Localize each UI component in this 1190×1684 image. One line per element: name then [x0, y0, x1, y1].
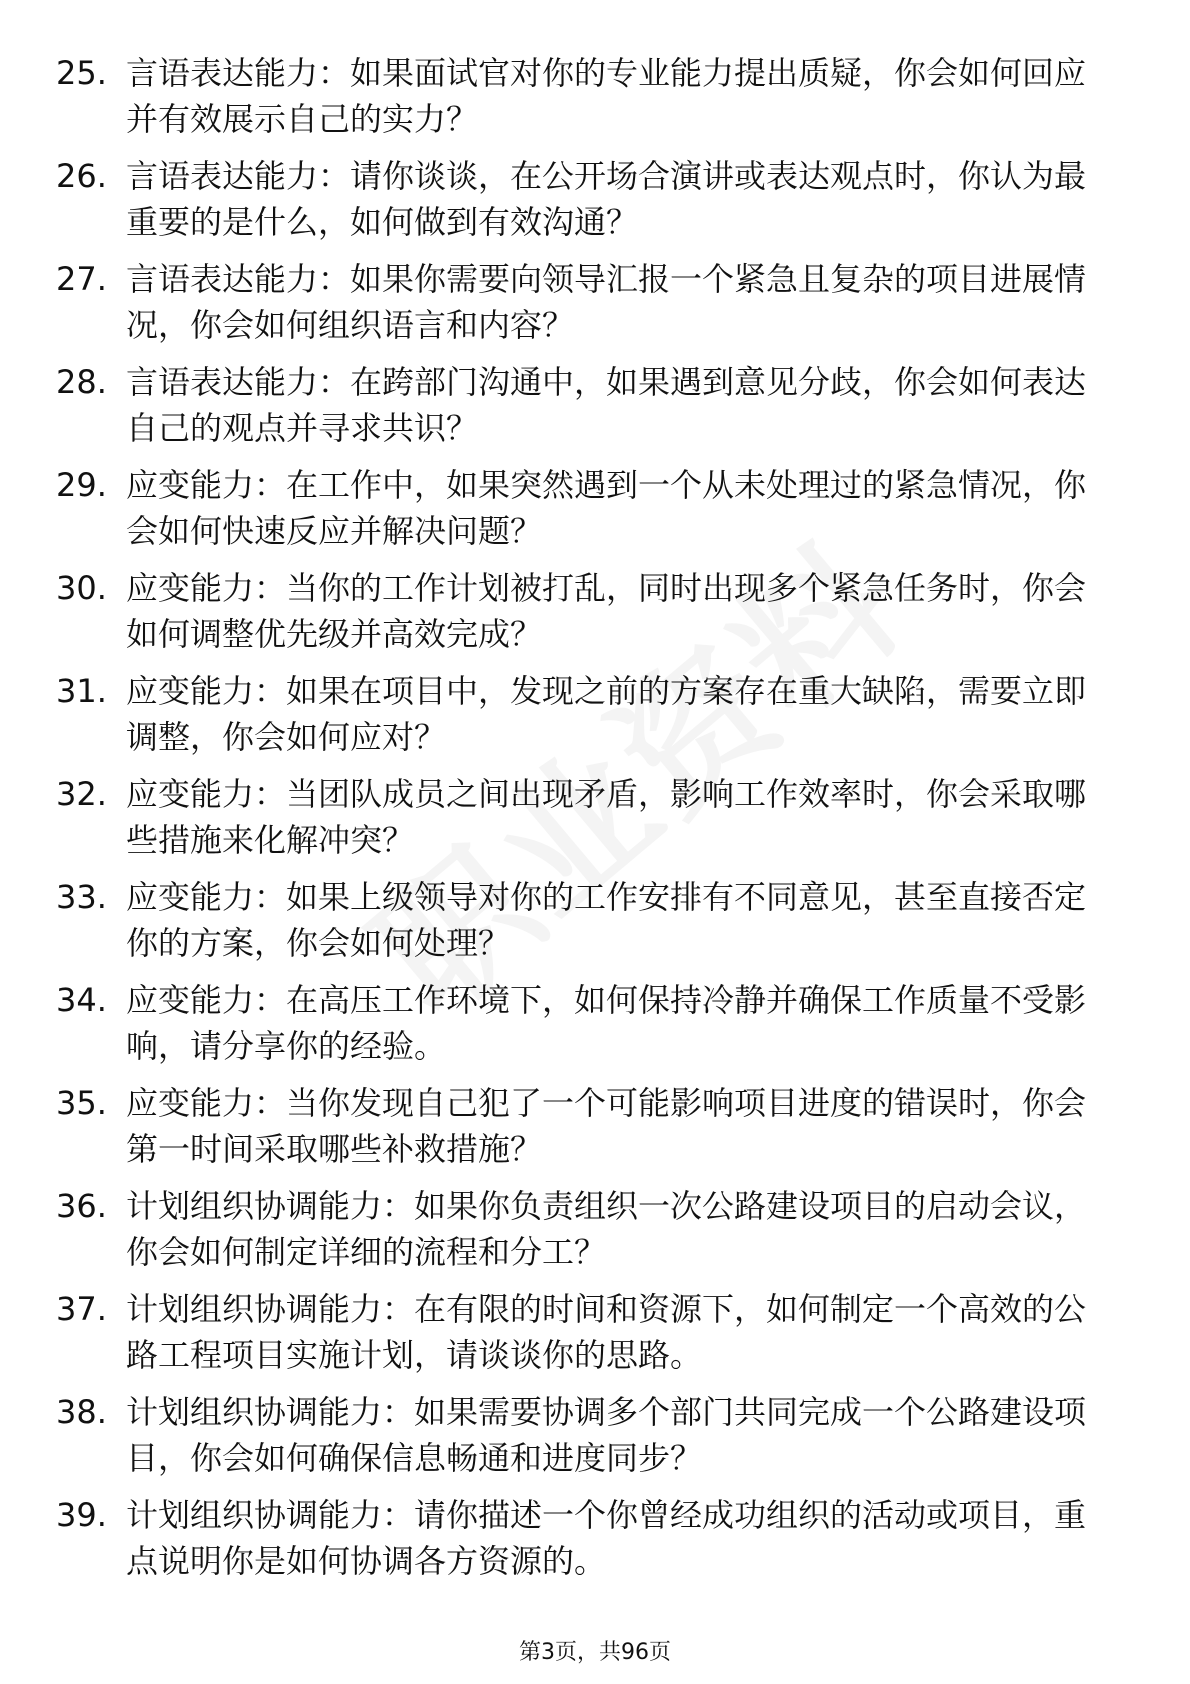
list-item — [56, 153, 1116, 256]
question-list — [56, 50, 1116, 1595]
list-item — [56, 668, 1116, 771]
question-number: 33. — [56, 878, 107, 916]
question-number: 38. — [56, 1393, 107, 1431]
question-text: 应变能力：如果在项目中，发现之前的方案存在重大缺陷，需要立即调整，你会如何应对？ — [126, 672, 1087, 756]
list-item — [56, 256, 1116, 359]
list-item — [56, 50, 1116, 153]
question-text: 应变能力：如果上级领导对你的工作安排有不同意见，甚至直接否定你的方案，你会如何处理？ — [126, 878, 1087, 962]
question-number: 32. — [56, 775, 107, 813]
list-item — [56, 1492, 1116, 1595]
question-number: 34. — [56, 981, 107, 1019]
question-number: 31. — [56, 672, 107, 710]
question-number: 30. — [56, 569, 107, 607]
question-text: 计划组织协调能力：如果你负责组织一次公路建设项目的启动会议，你会如何制定详细的流程和分工？ — [126, 1187, 1087, 1271]
list-item — [56, 1286, 1116, 1389]
list-item — [56, 1389, 1116, 1492]
question-text: 应变能力：当你发现自己犯了一个可能影响项目进度的错误时，你会第一时间采取哪些补救措施？ — [126, 1084, 1087, 1168]
question-number: 27. — [56, 260, 107, 298]
list-item — [56, 1080, 1116, 1183]
list-item — [56, 565, 1116, 668]
question-text: 言语表达能力：在跨部门沟通中，如果遇到意见分歧，你会如何表达自己的观点并寻求共识？ — [126, 363, 1087, 447]
question-text: 言语表达能力：如果面试官对你的专业能力提出质疑，你会如何回应并有效展示自己的实力？ — [126, 54, 1087, 138]
question-text: 计划组织协调能力：请你描述一个你曾经成功组织的活动或项目，重点说明你是如何协调各方资源的。 — [126, 1496, 1087, 1580]
list-item — [56, 771, 1116, 874]
list-item — [56, 1183, 1116, 1286]
question-text: 计划组织协调能力：如果需要协调多个部门共同完成一个公路建设项目，你会如何确保信息畅通和进度同步？ — [126, 1393, 1087, 1477]
question-text: 言语表达能力：请你谈谈，在公开场合演讲或表达观点时，你认为最重要的是什么，如何做到有效沟通？ — [126, 157, 1087, 241]
list-item — [56, 462, 1116, 565]
question-text: 应变能力：当团队成员之间出现矛盾，影响工作效率时，你会采取哪些措施来化解冲突？ — [126, 775, 1087, 859]
list-item — [56, 874, 1116, 977]
question-number: 26. — [56, 157, 107, 195]
question-number: 35. — [56, 1084, 107, 1122]
question-number: 25. — [56, 54, 107, 92]
question-text: 应变能力：在高压工作环境下，如何保持冷静并确保工作质量不受影响，请分享你的经验。 — [126, 981, 1087, 1065]
question-text: 应变能力：在工作中，如果突然遇到一个从未处理过的紧急情况，你会如何快速反应并解决问题？ — [126, 466, 1087, 550]
question-number: 28. — [56, 363, 107, 401]
list-item — [56, 977, 1116, 1080]
page-number-footer: 第3页，共96页 — [519, 1640, 671, 1665]
question-text: 应变能力：当你的工作计划被打乱，同时出现多个紧急任务时，你会如何调整优先级并高效完成？ — [126, 569, 1087, 653]
question-text: 言语表达能力：如果你需要向领导汇报一个紧急且复杂的项目进展情况，你会如何组织语言和内容？ — [126, 260, 1087, 344]
question-number: 36. — [56, 1187, 107, 1225]
question-text: 计划组织协调能力：在有限的时间和资源下，如何制定一个高效的公路工程项目实施计划，请谈谈你的思路。 — [126, 1290, 1087, 1374]
question-number: 29. — [56, 466, 107, 504]
question-number: 37. — [56, 1290, 107, 1328]
question-number: 39. — [56, 1496, 107, 1534]
list-item — [56, 359, 1116, 462]
